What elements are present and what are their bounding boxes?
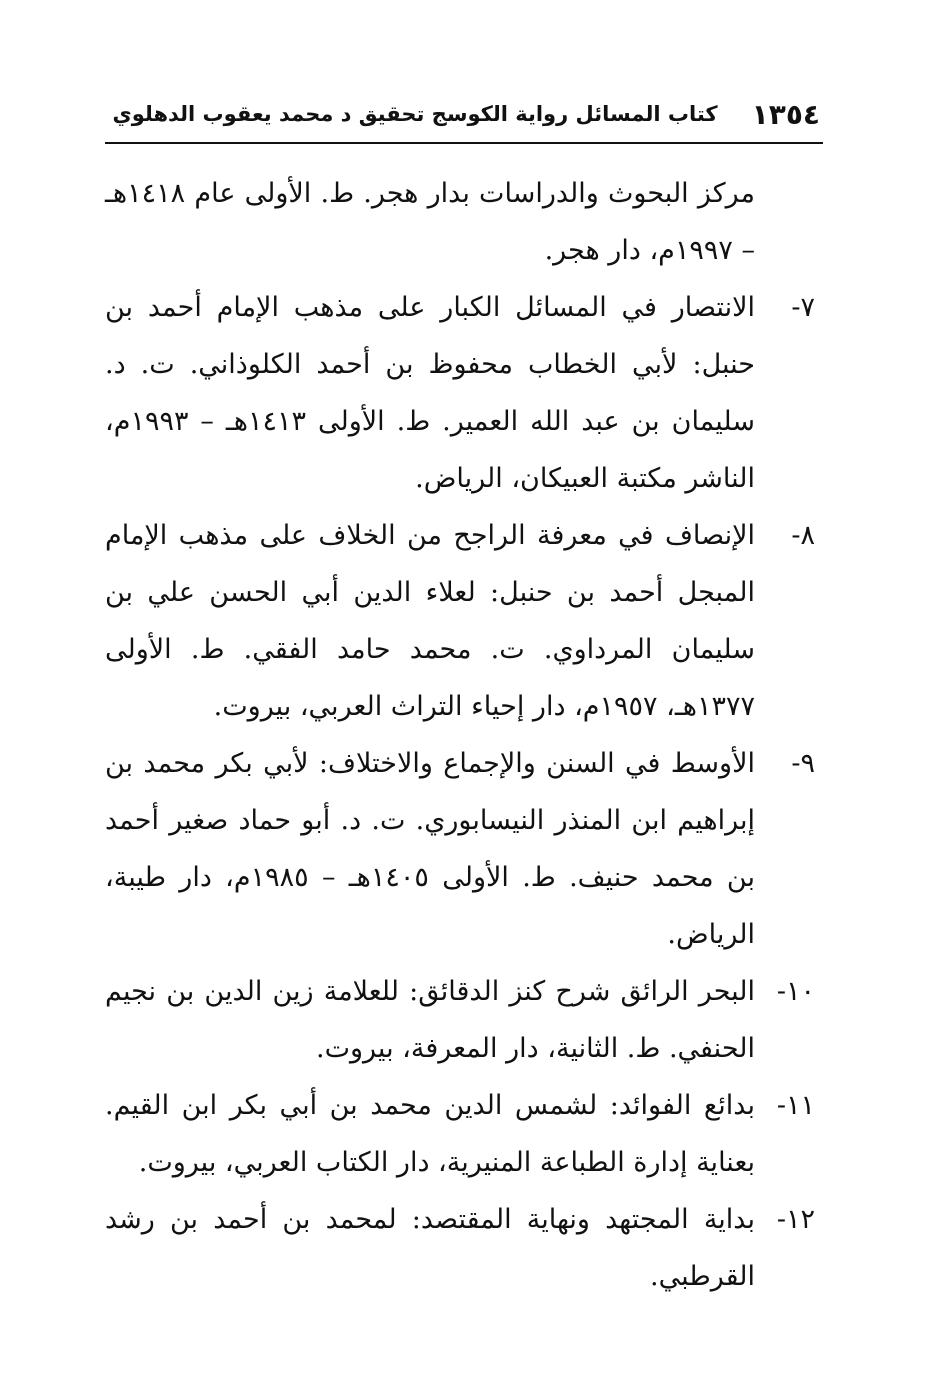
entry-text: الأوسط في السنن والإجماع والاختلاف: لأبي بكر محمد بن إبراهيم ابن المنذر النيسابوري. ت. د. أبو حماد صغير أحمد بن محمد حنيف. ط. الأولى ١٤٠٥هـ – ١٩٨٥م، دار طيبة، الرياض.	[105, 748, 756, 950]
running-header	[112, 92, 820, 136]
entry-number: ٧-	[791, 292, 815, 323]
entry-number: ١٠-	[776, 976, 815, 1007]
entry-text: بدائع الفوائد: لشمس الدين محمد بن أبي بكر ابن القيم. بعناية إدارة الطباعة المنيرية، دار الكتاب العربي، بيروت.	[105, 1090, 755, 1178]
entry-text: مركز البحوث والدراسات بدار هجر. ط. الأولى عام ١٤١٨هـ – ١٩٩٧م، دار هجر.	[105, 178, 755, 266]
bibliography-entry	[105, 963, 815, 1077]
header-title: كتاب المسائل رواية الكوسج تحقيق د محمد يعقوب الدهلوي	[112, 102, 718, 126]
bibliography-entry	[105, 165, 815, 279]
entry-number: ١٢-	[776, 1204, 815, 1235]
entry-number: ٨-	[791, 520, 815, 551]
bibliography-entry	[105, 507, 815, 735]
entry-text: بداية المجتهد ونهاية المقتصد: لمحمد بن أحمد بن رشد القرطبي.	[105, 1204, 755, 1292]
entry-text: البحر الرائق شرح كنز الدقائق: للعلامة زين الدين بن نجيم الحنفي. ط. الثانية، دار المعرفة، بيروت.	[105, 976, 755, 1064]
entry-number: ٩-	[791, 748, 815, 779]
entry-text: الإنصاف في معرفة الراجح من الخلاف على مذهب الإمام المبجل أحمد بن حنبل: لعلاء الدين أبي الحسن علي بن سليمان المرداوي. ت. محمد حامد الفقي. ط. الأولى ١٣٧٧هـ، ١٩٥٧م، دار إحياء التراث العربي، بيروت.	[105, 520, 755, 722]
bibliography-entry	[105, 279, 815, 507]
entry-number: ١١-	[776, 1090, 815, 1121]
bibliography-entry	[105, 735, 815, 963]
bibliography-list	[105, 165, 815, 1305]
header-rule	[105, 142, 823, 144]
entry-text: الانتصار في المسائل الكبار على مذهب الإمام أحمد بن حنبل: لأبي الخطاب محفوظ بن أحمد الكلوذاني. ت. د. سليمان بن عبد الله العمير. ط. الأولى ١٤١٣هـ – ١٩٩٣م، الناشر مكتبة العبيكان، الرياض.	[105, 292, 755, 494]
page-number: ١٣٥٤	[751, 97, 820, 131]
bibliography-entry	[105, 1077, 815, 1191]
bibliography-entry	[105, 1191, 815, 1305]
